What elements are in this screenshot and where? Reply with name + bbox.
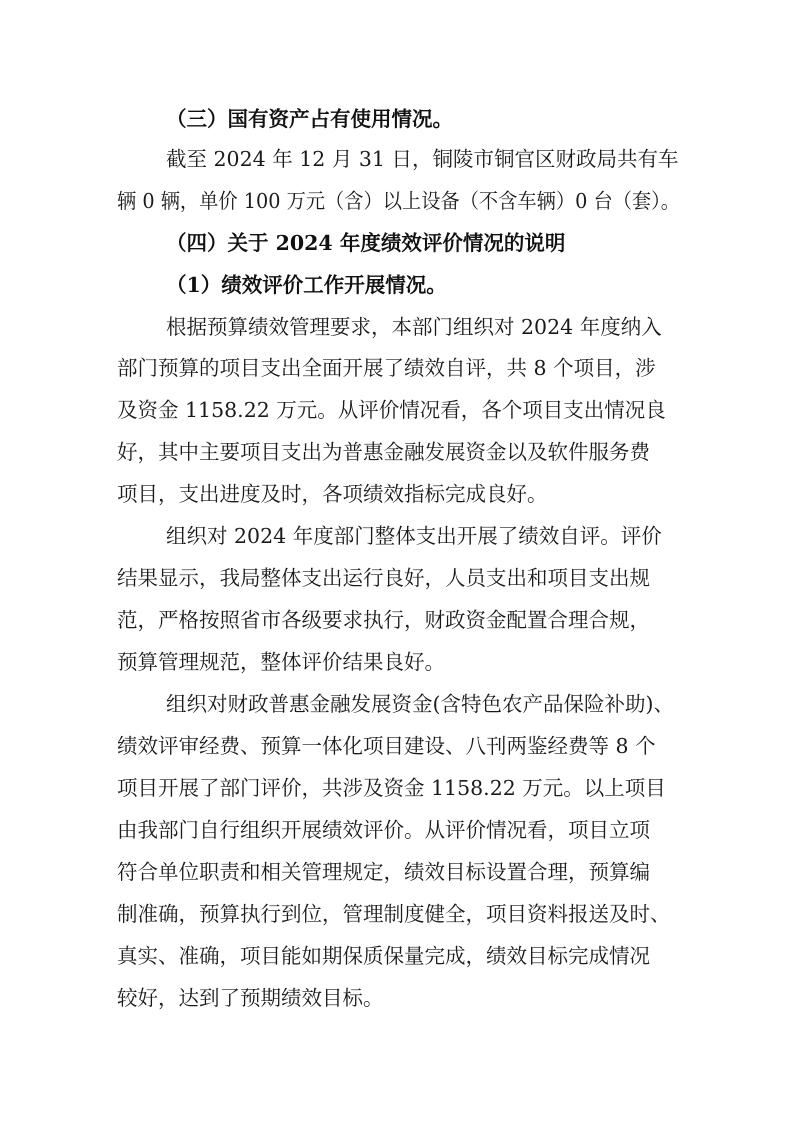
evaluation-line-1: 组织对财政普惠金融发展资金(含特色农产品保险补助)、 (166, 692, 674, 716)
evaluation-line-7: 真实、准确，项目能如期保质保量完成，绩效目标完成情况 (117, 944, 650, 968)
evaluation-line-4: 由我部门自行组织开展绩效评价。从评价情况看，项目立项 (117, 818, 650, 842)
projects-line-2: 部门预算的项目支出全面开展了绩效自评，共 8 个项目，涉 (117, 356, 656, 380)
overall-line-3: 范，严格按照省市各级要求执行，财政资金配置合理合规， (117, 608, 650, 632)
heading-performance: （四）关于 2024 年度绩效评价情况的说明 (166, 231, 566, 255)
evaluation-line-8: 较好，达到了预期绩效目标。 (117, 986, 384, 1010)
evaluation-line-2: 绩效评审经费、预算一体化项目建设、八刊两鉴经费等 8 个 (117, 734, 656, 758)
overall-line-4: 预算管理规范，整体评价结果良好。 (117, 650, 445, 674)
evaluation-line-3: 项目开展了部门评价，共涉及资金 1158.22 万元。以上项目 (117, 776, 666, 800)
assets-line-2: 辆 0 辆，单价 100 万元（含）以上设备（不含车辆）0 台（套）。 (117, 189, 681, 213)
projects-line-1: 根据预算绩效管理要求，本部门组织对 2024 年度纳入 (166, 315, 662, 339)
projects-line-3: 及资金 1158.22 万元。从评价情况看，各个项目支出情况良 (117, 398, 666, 422)
overall-line-1: 组织对 2024 年度部门整体支出开展了绩效自评。评价 (166, 524, 662, 548)
heading-assets: （三）国有资产占有使用情况。 (166, 107, 453, 131)
overall-line-2: 结果显示，我局整体支出运行良好，人员支出和项目支出规 (117, 566, 650, 590)
projects-line-4: 好，其中主要项目支出为普惠金融发展资金以及软件服务费 (117, 440, 650, 464)
assets-line-1: 截至 2024 年 12 月 31 日，铜陵市铜官区财政局共有车 (166, 147, 679, 171)
evaluation-line-6: 制准确，预算执行到位，管理制度健全，项目资料报送及时、 (117, 902, 671, 926)
subheading-work: （1）绩效评价工作开展情况。 (166, 273, 447, 297)
projects-line-5: 项目，支出进度及时，各项绩效指标完成良好。 (117, 482, 548, 506)
evaluation-line-5: 符合单位职责和相关管理规定，绩效目标设置合理，预算编 (117, 860, 650, 884)
